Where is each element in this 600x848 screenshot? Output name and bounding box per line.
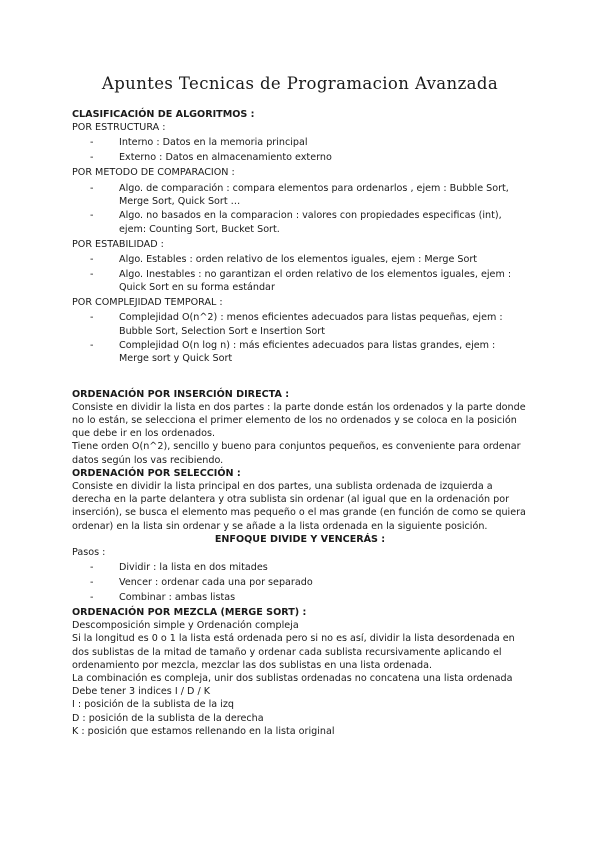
merge-section [72, 606, 528, 738]
selection-paragraph: Consiste en dividir la lista principal en dos partes, una sublista ordenada de izquierda a derecha en la parte delantera y otra sublista sin ordenar (al igual que en la ordenación por inserción), se busca el elemento mas pequeño o el mas grande (en función de como se quiera ordenar) en la lista sin ordenar y se añade a la lista ordenada en la siguiente posición. [72, 481, 526, 532]
selection-heading: ORDENACIÓN POR SELECCIÓN : [72, 467, 241, 479]
list-item: - Algo. Inestables : no garantizan el orden relativo de los elementos iguales, ejem : Quick Sort en su forma estándar [72, 268, 528, 294]
merge-line: D : posición de la sublista de la derecha [72, 712, 264, 724]
document-title: Apuntes Tecnicas de Programacion Avanzada [101, 74, 499, 93]
stability-list [72, 253, 528, 294]
list-item: - Interno : Datos en la memoria principal [72, 136, 528, 149]
complexity-list [72, 311, 528, 365]
insertion-paragraph: Tiene orden O(n^2), sencillo y bueno para conjuntos pequeños, es conveniente para ordenar datos según los vas recibiendo. [72, 441, 521, 466]
list-item: - Complejidad O(n log n) : más eficientes adecuados para listas grandes, ejem : Merge sort y Quick Sort [72, 339, 528, 365]
stability-label: POR ESTABILIDAD : [72, 238, 164, 250]
selection-section [72, 467, 528, 533]
list-item: - Algo. no basados en la comparacion : valores con propiedades especificas (int), ejem: Counting Sort, Bucket Sort. [72, 209, 528, 235]
complexity-label: POR COMPLEJIDAD TEMPORAL : [72, 297, 223, 309]
comparison-label: POR METODO DE COMPARACION : [72, 167, 235, 179]
merge-line: K : posición que estamos rellenando en la lista original [72, 725, 335, 737]
divide-section [72, 533, 528, 604]
divide-heading: ENFOQUE DIVIDE Y VENCERÁS : [214, 533, 386, 545]
structure-list [72, 136, 528, 164]
merge-line: I : posición de la sublista de la izq [72, 699, 234, 711]
list-item: - Algo. de comparación : compara elementos para ordenarlos , ejem : Bubble Sort, Merge Sort, Quick Sort … [72, 182, 528, 208]
list-item: - Dividir : la lista en dos mitades [72, 561, 528, 574]
insertion-heading: ORDENACIÓN POR INSERCIÓN DIRECTA : [72, 388, 290, 400]
classification-section [72, 108, 528, 366]
list-item: - Combinar : ambas listas [72, 591, 528, 604]
merge-line: La combinación es compleja, unir dos sublistas ordenadas no concatena una lista ordenada [72, 672, 513, 684]
steps-list [72, 561, 528, 604]
steps-label: Pasos : [72, 547, 106, 559]
comparison-list [72, 182, 528, 236]
merge-line: Debe tener 3 indices I / D / K [72, 686, 211, 698]
classification-heading: CLASIFICACIÓN DE ALGORITMOS : [72, 109, 255, 120]
insertion-paragraph: Consiste en dividir la lista en dos partes : la parte donde están los ordenados y la parte donde no lo están, se selecciona el primer elemento de los no ordenados y se coloca en la posición que debe ir en los ordenados. [72, 401, 526, 440]
list-item: - Algo. Estables : orden relativo de los elementos iguales, ejem : Merge Sort [72, 253, 528, 266]
structure-label: POR ESTRUCTURA : [72, 122, 166, 134]
list-item: - Externo : Datos en almacenamiento externo [72, 151, 528, 164]
merge-line: Si la longitud es 0 o 1 la lista está ordenada pero si no es así, dividir la lista desordenada en dos sublistas de la mitad de tamaño y ordenar cada sublista recursivamente aplicando el ordenamiento por mezcla, mezclar las dos sublistas en una lista ordenada. [72, 633, 515, 671]
list-item: - Vencer : ordenar cada una por separado [72, 576, 528, 589]
merge-line: Descomposición simple y Ordenación compleja [72, 620, 299, 632]
merge-heading: ORDENACIÓN POR MEZCLA (MERGE SORT) : [72, 606, 307, 618]
insertion-section [72, 388, 528, 467]
list-item: - Complejidad O(n^2) : menos eficientes adecuados para listas pequeñas, ejem : Bubble Sort, Selection Sort e Insertion Sort [72, 311, 528, 337]
